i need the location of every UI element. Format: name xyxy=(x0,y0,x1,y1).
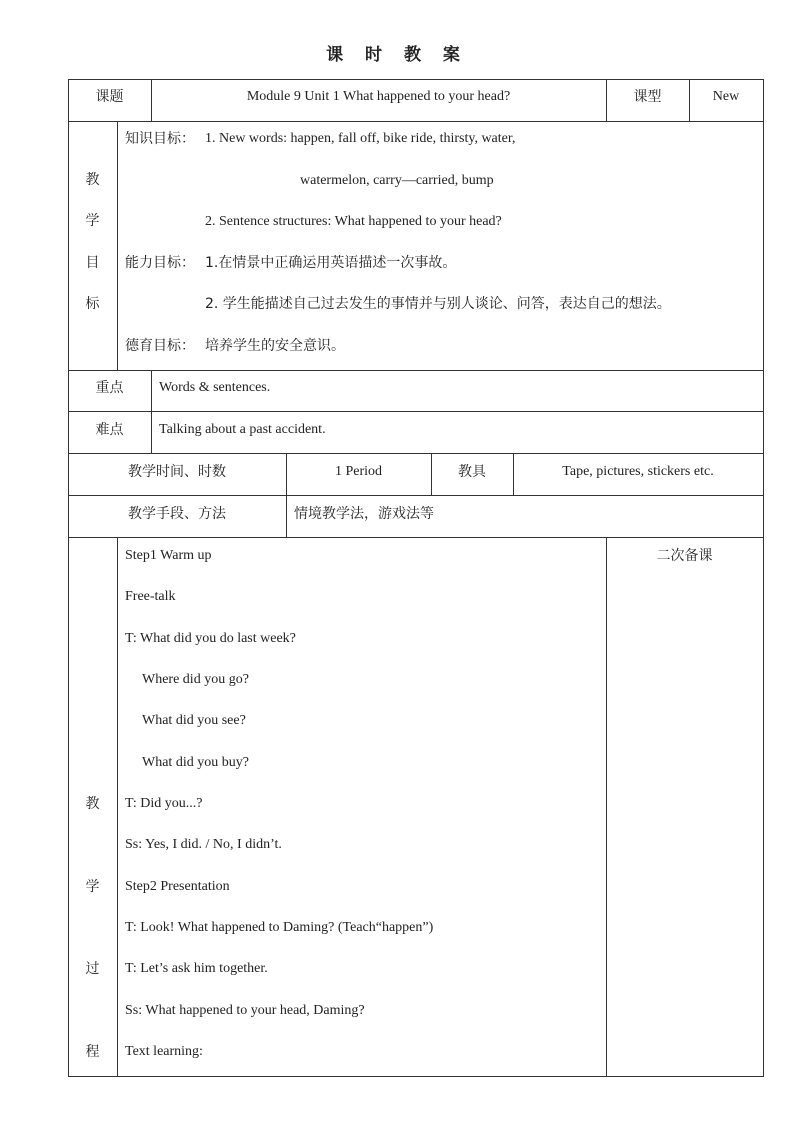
moral-goal-label: 德育目标： xyxy=(125,338,195,354)
key-point-label: 重点 xyxy=(95,380,124,396)
notes-label: 二次备课 xyxy=(656,548,713,564)
knowledge-goal-2: 2. Sentence structures: What happened to your head? xyxy=(205,214,502,229)
method-label: 教学手段、方法 xyxy=(128,506,226,522)
difficulty-value: Talking about a past accident. xyxy=(159,422,326,437)
time-label: 教学时间、时数 xyxy=(128,464,226,480)
process-side-label: 学 xyxy=(85,879,100,895)
process-line: Ss: What happened to your head, Daming? xyxy=(125,1003,365,1018)
difficulty-label: 难点 xyxy=(95,422,124,438)
tools-value: Tape, pictures, stickers etc. xyxy=(562,464,714,479)
process-line: Ss: Yes, I did. / No, I didn’t. xyxy=(125,837,282,852)
process-line: T: What did you do last week? xyxy=(125,631,296,646)
col-divider xyxy=(606,537,607,1076)
row-divider xyxy=(68,411,764,412)
table-border-right xyxy=(763,79,764,1077)
row-divider xyxy=(68,370,764,371)
process-line: T: Let’s ask him together. xyxy=(125,961,268,976)
goals-side-label: 标 xyxy=(85,296,100,312)
col-divider xyxy=(117,537,118,1076)
row-divider xyxy=(68,537,764,538)
ability-goal-1: 1.在情景中正确运用英语描述一次事故。 xyxy=(205,255,457,271)
knowledge-goal-1b: watermelon, carry—carried, bump xyxy=(300,173,494,188)
tools-label: 教具 xyxy=(458,464,486,480)
goals-side-label: 学 xyxy=(85,213,100,229)
process-line: T: Did you...? xyxy=(125,796,203,811)
knowledge-goal-1: 1. New words: happen, fall off, bike ride, thirsty, water, xyxy=(205,131,516,146)
key-point-value: Words & sentences. xyxy=(159,380,271,395)
col-divider xyxy=(151,370,152,453)
type-value: New xyxy=(712,89,740,104)
col-divider xyxy=(117,121,118,370)
process-line: What did you buy? xyxy=(142,755,249,770)
topic-label: 课题 xyxy=(95,89,124,105)
method-value: 情境教学法，游戏法等 xyxy=(294,506,434,522)
process-line: Step1 Warm up xyxy=(125,548,212,563)
knowledge-goal-label: 知识目标： xyxy=(125,131,195,147)
process-side-label: 程 xyxy=(85,1044,100,1060)
table-border-bottom xyxy=(68,1076,764,1077)
goals-side-label: 目 xyxy=(85,255,100,271)
type-label: 课型 xyxy=(633,89,662,105)
moral-goal-1: 培养学生的安全意识。 xyxy=(205,338,345,354)
row-divider xyxy=(68,495,764,496)
process-line: Step2 Presentation xyxy=(125,879,230,894)
ability-goal-2: 2. 学生能描述自己过去发生的事情并与别人谈论、问答，表达自己的想法。 xyxy=(205,296,671,312)
time-value: 1 Period xyxy=(334,464,383,479)
process-line: Text learning: xyxy=(125,1044,203,1059)
process-line: Where did you go? xyxy=(142,672,249,687)
goals-side-label: 教 xyxy=(85,172,100,188)
process-line: Free-talk xyxy=(125,589,176,604)
table-border-top xyxy=(68,79,764,80)
row-divider xyxy=(68,121,764,122)
process-line: What did you see? xyxy=(142,713,246,728)
row-divider xyxy=(68,453,764,454)
topic-value: Module 9 Unit 1 What happened to your head? xyxy=(246,89,511,104)
process-line: T: Look! What happened to Daming? (Teach“happen”) xyxy=(125,920,434,935)
page-title: 课 时 教 案 xyxy=(326,45,468,65)
process-side-label: 教 xyxy=(85,796,100,812)
process-side-label: 过 xyxy=(85,961,100,977)
ability-goal-label: 能力目标： xyxy=(125,255,195,271)
